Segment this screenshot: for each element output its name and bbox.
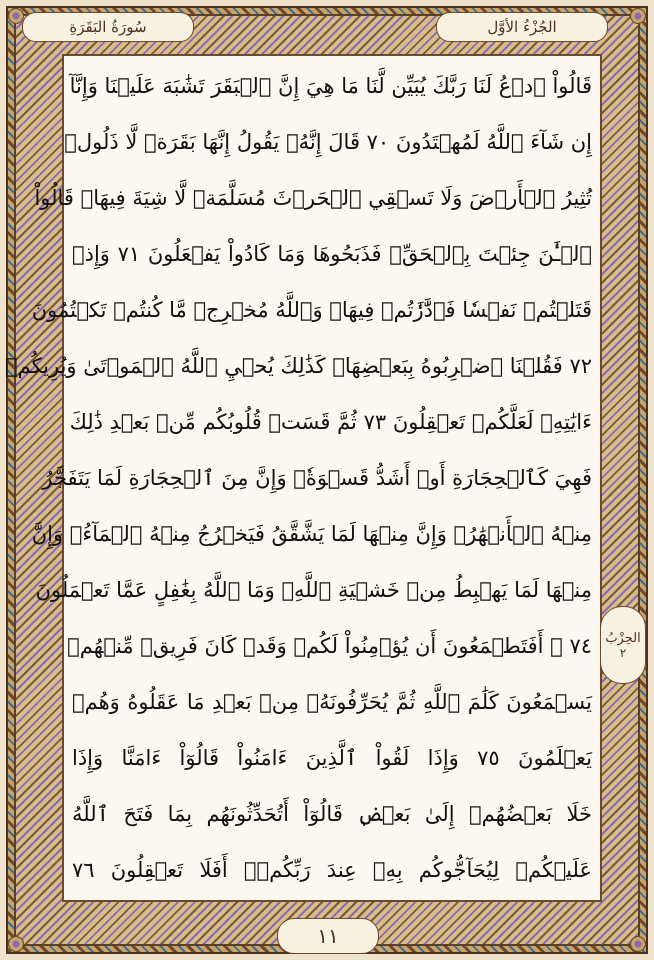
text-line-15: عَلَيۡكُمۡ لِيُحَآجُّوكُم بِهِۦ عِندَ رَبِّكُمۡۚ أَفَلَا تَعۡقِلُونَ ٧٦ [72,858,592,882]
text-line-5: قَتَلۡتُمۡ نَفۡسٗا فَٱدَّٰرَٰٔتُمۡ فِيهَاۖ وَٱللَّهُ مُخۡرِجٞ مَّا كُنتُمۡ تَكۡتُمُونَ [31,298,592,322]
text-line-6: ٧٢ فَقُلۡنَا ٱضۡرِبُوهُ بِبَعۡضِهَاۚ كَذَٰلِكَ يُحۡيِ ٱللَّهُ ٱلۡمَوۡتَىٰ وَيُرِيكُمۡ [4,354,592,378]
text-line-8: فَهِيَ كَٱلۡحِجَارَةِ أَوۡ أَشَدُّ قَسۡوَةٗۚ وَإِنَّ مِنَ ٱلۡحِجَارَةِ لَمَا يَتَفَجَّرُ [42,466,592,490]
text-line-2: إِن شَآءَ ٱللَّهُ لَمُهۡتَدُونَ ٧٠ قَالَ إِنَّهُۥ يَقُولُ إِنَّهَا بَقَرَةٞ لَّا ذَلُولٞ [64,130,592,154]
text-line-1: قَالُواْ ٱدۡعُ لَنَا رَبَّكَ يُبَيِّن لَّنَا مَا هِيَ إِنَّ ٱلۡبَقَرَ تَشَٰبَهَ عَلَيۡنَا وَإِنَّآ [69,74,592,98]
corner-rosette-icon [630,8,646,24]
text-line-4: ٱلۡـَٰٔنَ جِئۡتَ بِٱلۡحَقِّۚ فَذَبَحُوهَا وَمَا كَادُواْ يَفۡعَلُونَ ٧١ وَإِذۡ [72,242,592,266]
text-line-14: خَلَا بَعۡضُهُمۡ إِلَىٰ بَعۡضٖ قَالُوٓاْ أَتُحَدِّثُونَهُم بِمَا فَتَحَ ٱللَّهُ [72,802,592,826]
hizb-number: ٢ [619,645,627,660]
corner-rosette-icon [630,936,646,952]
surah-name-label: سُورَةُ البَقَرَةِ [22,12,194,42]
text-line-3: تُثِيرُ ٱلۡأَرۡضَ وَلَا تَسۡقِي ٱلۡحَرۡثَ مُسَلَّمَةٞ لَّا شِيَةَ فِيهَاۚ قَالُواْ [34,186,592,210]
text-line-7: ءَايَٰتِهِۦ لَعَلَّكُمۡ تَعۡقِلُونَ ٧٣ ثُمَّ قَسَتۡ قُلُوبُكُم مِّنۢ بَعۡدِ ذَٰلِكَ [69,410,592,434]
text-line-10: مِنۡهَا لَمَا يَهۡبِطُ مِنۡ خَشۡيَةِ ٱللَّهِۗ وَمَا ٱللَّهُ بِغَٰفِلٍ عَمَّا تَعۡمَلُونَ [35,578,592,602]
page-number: ١١ [277,918,379,954]
page-header [22,10,608,44]
text-line-12: يَسۡمَعُونَ كَلَٰمَ ٱللَّهِ ثُمَّ يُحَرِّفُونَهُۥ مِنۢ بَعۡدِ مَا عَقَلُوهُ وَهُمۡ [72,690,592,714]
juz-name-label: الجُزْءُ الأوَّل [436,12,608,42]
quran-text-panel [4,54,602,902]
text-line-11: ٧٤ ۞ أَفَتَطۡمَعُونَ أَن يُؤۡمِنُواْ لَكُمۡ وَقَدۡ كَانَ فَرِيقٞ مِّنۡهُمۡ [67,634,592,658]
corner-rosette-icon [8,936,24,952]
text-lines [4,56,600,900]
hizb-marker [600,606,646,684]
text-line-9: مِنۡهُ ٱلۡأَنۡهَٰرُۚ وَإِنَّ مِنۡهَا لَمَا يَشَّقَّقُ فَيَخۡرُجُ مِنۡهُ ٱلۡمَآءُۚ وَإِنَّ [31,522,592,546]
hizb-label: الحِزْبُ [605,630,641,646]
text-line-13: يَعۡلَمُونَ ٧٥ وَإِذَا لَقُواْ ٱلَّذِينَ ءَامَنُواْ قَالُوٓاْ ءَامَنَّا وَإِذَا [72,746,592,770]
